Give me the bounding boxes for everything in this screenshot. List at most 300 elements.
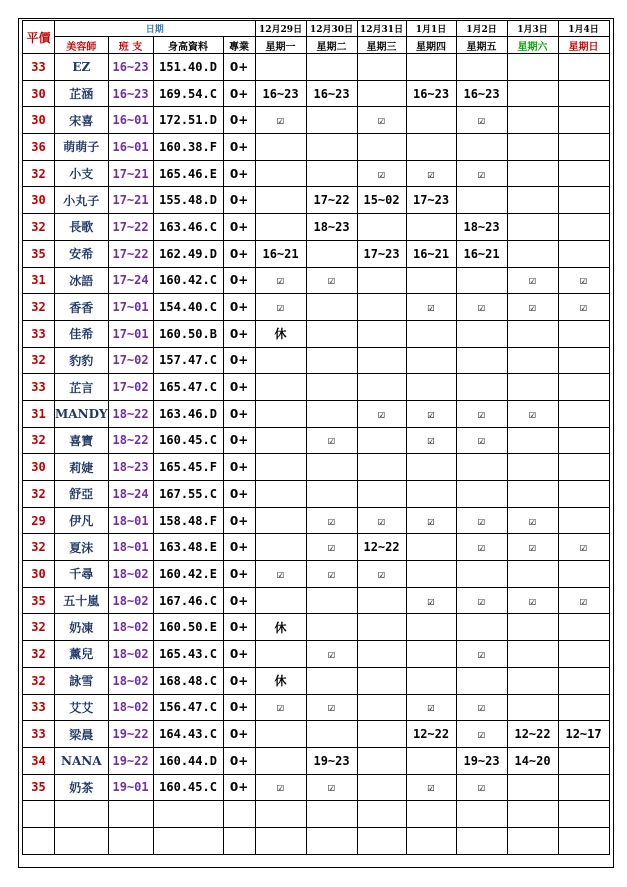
empty-cell bbox=[55, 827, 109, 854]
day-cell bbox=[558, 481, 609, 508]
day-cell: ☑ bbox=[456, 721, 507, 748]
empty-cell bbox=[507, 827, 558, 854]
day-cell bbox=[507, 774, 558, 801]
shift-cell: 16~23 bbox=[108, 54, 153, 81]
weekday-cell: 星期五 bbox=[456, 37, 507, 54]
table-row bbox=[23, 641, 610, 668]
day-cell bbox=[558, 347, 609, 374]
profile-cell: 164.43.C bbox=[153, 721, 223, 748]
pro-cell: 0+ bbox=[223, 267, 255, 294]
table-row bbox=[23, 107, 610, 134]
day-cell bbox=[558, 187, 609, 214]
day-cell bbox=[255, 187, 306, 214]
score-cell: 35 bbox=[23, 240, 55, 267]
table-row bbox=[23, 347, 610, 374]
day-cell: 19~23 bbox=[456, 747, 507, 774]
day-cell bbox=[507, 160, 558, 187]
empty-cell bbox=[357, 827, 406, 854]
day-cell bbox=[406, 747, 456, 774]
day-cell: ☑ bbox=[357, 107, 406, 134]
empty-cell bbox=[108, 827, 153, 854]
day-cell: ☑ bbox=[357, 561, 406, 588]
day-cell bbox=[456, 614, 507, 641]
day-cell bbox=[406, 534, 456, 561]
stylist-name: 千尋 bbox=[55, 561, 109, 588]
weekday-cell: 星期三 bbox=[357, 37, 406, 54]
weekday-cell-saturday: 星期六 bbox=[507, 37, 558, 54]
col-pro: 專業 bbox=[223, 37, 255, 54]
day-cell: ☑ bbox=[357, 160, 406, 187]
day-cell: ☑ bbox=[507, 400, 558, 427]
shift-cell: 17~22 bbox=[108, 214, 153, 241]
day-cell bbox=[558, 400, 609, 427]
weekday-cell: 星期一 bbox=[255, 37, 306, 54]
day-cell: 12~22 bbox=[406, 721, 456, 748]
shift-cell: 19~01 bbox=[108, 774, 153, 801]
profile-cell: 172.51.D bbox=[153, 107, 223, 134]
header-row-dates bbox=[23, 21, 610, 37]
empty-cell bbox=[406, 827, 456, 854]
stylist-name: MANDY bbox=[55, 400, 109, 427]
table-row bbox=[23, 267, 610, 294]
day-cell bbox=[406, 214, 456, 241]
shift-cell: 16~01 bbox=[108, 107, 153, 134]
stylist-name: 梁晨 bbox=[55, 721, 109, 748]
shift-cell: 17~02 bbox=[108, 347, 153, 374]
pro-cell: 0+ bbox=[223, 721, 255, 748]
day-cell bbox=[507, 54, 558, 81]
day-cell: ☑ bbox=[406, 400, 456, 427]
empty-cell bbox=[558, 827, 609, 854]
day-cell bbox=[306, 481, 357, 508]
day-cell bbox=[406, 267, 456, 294]
profile-cell: 160.42.C bbox=[153, 267, 223, 294]
empty-cell bbox=[507, 801, 558, 828]
day-cell bbox=[357, 774, 406, 801]
pro-cell: 0+ bbox=[223, 214, 255, 241]
stylist-name: 安希 bbox=[55, 240, 109, 267]
empty-cell bbox=[223, 801, 255, 828]
day-cell bbox=[357, 294, 406, 321]
day-cell bbox=[558, 214, 609, 241]
shift-cell: 18~01 bbox=[108, 534, 153, 561]
stylist-name: 萌萌子 bbox=[55, 134, 109, 161]
day-cell bbox=[507, 320, 558, 347]
day-cell: ☑ bbox=[357, 400, 406, 427]
empty-cell bbox=[23, 801, 55, 828]
day-cell: ☑ bbox=[507, 534, 558, 561]
table-row bbox=[23, 454, 610, 481]
stylist-name: 宋喜 bbox=[55, 107, 109, 134]
day-cell: ☑ bbox=[558, 267, 609, 294]
score-cell: 32 bbox=[23, 160, 55, 187]
day-cell bbox=[357, 587, 406, 614]
score-cell: 33 bbox=[23, 694, 55, 721]
day-cell: ☑ bbox=[306, 534, 357, 561]
score-cell: 34 bbox=[23, 747, 55, 774]
day-cell: ☑ bbox=[507, 507, 558, 534]
shift-cell: 18~01 bbox=[108, 507, 153, 534]
day-cell bbox=[255, 347, 306, 374]
score-cell: 32 bbox=[23, 534, 55, 561]
shift-cell: 17~21 bbox=[108, 160, 153, 187]
day-cell bbox=[558, 561, 609, 588]
day-cell bbox=[558, 614, 609, 641]
day-cell bbox=[255, 427, 306, 454]
day-cell bbox=[306, 454, 357, 481]
day-cell bbox=[255, 214, 306, 241]
day-cell bbox=[306, 721, 357, 748]
day-cell: ☑ bbox=[406, 294, 456, 321]
day-cell bbox=[406, 107, 456, 134]
day-cell bbox=[357, 721, 406, 748]
day-cell bbox=[507, 134, 558, 161]
pro-cell: 0+ bbox=[223, 507, 255, 534]
day-cell bbox=[456, 134, 507, 161]
stylist-name: 長歌 bbox=[55, 214, 109, 241]
day-cell: ☑ bbox=[456, 774, 507, 801]
day-cell: ☑ bbox=[306, 267, 357, 294]
day-cell bbox=[456, 481, 507, 508]
profile-cell: 160.50.B bbox=[153, 320, 223, 347]
score-cell: 35 bbox=[23, 587, 55, 614]
day-cell: ☑ bbox=[456, 400, 507, 427]
shift-cell: 18~02 bbox=[108, 641, 153, 668]
col-shift: 班 支 bbox=[108, 37, 153, 54]
day-cell bbox=[306, 54, 357, 81]
profile-cell: 154.40.C bbox=[153, 294, 223, 321]
score-cell: 36 bbox=[23, 134, 55, 161]
day-cell bbox=[558, 54, 609, 81]
pro-cell: 0+ bbox=[223, 587, 255, 614]
day-cell bbox=[406, 54, 456, 81]
empty-cell bbox=[456, 827, 507, 854]
score-cell: 32 bbox=[23, 481, 55, 508]
day-cell bbox=[255, 454, 306, 481]
day-cell bbox=[558, 320, 609, 347]
date-cell: 1月4日 bbox=[558, 21, 609, 37]
day-cell bbox=[558, 454, 609, 481]
day-cell bbox=[357, 80, 406, 107]
day-cell: 12~17 bbox=[558, 721, 609, 748]
pro-cell: 0+ bbox=[223, 400, 255, 427]
profile-cell: 163.46.C bbox=[153, 214, 223, 241]
day-cell: ☑ bbox=[558, 587, 609, 614]
empty-row bbox=[23, 827, 610, 854]
day-cell: 12~22 bbox=[357, 534, 406, 561]
day-cell: 17~22 bbox=[306, 187, 357, 214]
day-cell bbox=[306, 160, 357, 187]
day-cell: ☑ bbox=[406, 427, 456, 454]
empty-cell bbox=[406, 801, 456, 828]
day-cell bbox=[507, 694, 558, 721]
profile-cell: 151.40.D bbox=[153, 54, 223, 81]
pro-cell: 0+ bbox=[223, 80, 255, 107]
profile-cell: 160.45.C bbox=[153, 427, 223, 454]
shift-cell: 18~02 bbox=[108, 587, 153, 614]
table-row bbox=[23, 187, 610, 214]
empty-cell bbox=[153, 801, 223, 828]
stylist-name: 夏沫 bbox=[55, 534, 109, 561]
profile-cell: 160.44.D bbox=[153, 747, 223, 774]
day-cell: ☑ bbox=[456, 534, 507, 561]
day-cell: ☑ bbox=[255, 294, 306, 321]
day-cell bbox=[255, 747, 306, 774]
shift-cell: 18~02 bbox=[108, 694, 153, 721]
shift-cell: 17~24 bbox=[108, 267, 153, 294]
day-cell: ☑ bbox=[456, 587, 507, 614]
stylist-name: 小丸子 bbox=[55, 187, 109, 214]
date-cell: 12月30日 bbox=[306, 21, 357, 37]
day-cell: ☑ bbox=[255, 267, 306, 294]
date-cell: 1月3日 bbox=[507, 21, 558, 37]
day-cell: 17~23 bbox=[357, 240, 406, 267]
day-cell bbox=[255, 587, 306, 614]
col-profile: 身高資料 bbox=[153, 37, 223, 54]
day-cell bbox=[456, 54, 507, 81]
table-row bbox=[23, 134, 610, 161]
weekday-cell: 星期四 bbox=[406, 37, 456, 54]
stylist-name: 莉婕 bbox=[55, 454, 109, 481]
table-row bbox=[23, 427, 610, 454]
day-cell: 15~02 bbox=[357, 187, 406, 214]
pro-cell: 0+ bbox=[223, 320, 255, 347]
table-row bbox=[23, 294, 610, 321]
day-cell bbox=[255, 534, 306, 561]
pro-cell: 0+ bbox=[223, 427, 255, 454]
day-cell: 18~23 bbox=[306, 214, 357, 241]
pro-cell: 0+ bbox=[223, 134, 255, 161]
day-cell bbox=[255, 481, 306, 508]
day-cell: ☑ bbox=[507, 294, 558, 321]
profile-cell: 162.49.D bbox=[153, 240, 223, 267]
day-cell: 14~20 bbox=[507, 747, 558, 774]
day-cell bbox=[507, 614, 558, 641]
stylist-name: 冰語 bbox=[55, 267, 109, 294]
day-cell: ☑ bbox=[255, 561, 306, 588]
profile-cell: 157.47.C bbox=[153, 347, 223, 374]
day-cell bbox=[255, 54, 306, 81]
day-cell bbox=[558, 160, 609, 187]
table-row bbox=[23, 214, 610, 241]
day-cell: ☑ bbox=[306, 507, 357, 534]
day-cell bbox=[507, 481, 558, 508]
day-cell bbox=[456, 561, 507, 588]
day-cell: ☑ bbox=[306, 694, 357, 721]
day-cell: ☑ bbox=[456, 641, 507, 668]
pro-cell: 0+ bbox=[223, 774, 255, 801]
shift-cell: 17~22 bbox=[108, 240, 153, 267]
shift-cell: 17~21 bbox=[108, 187, 153, 214]
day-cell: ☑ bbox=[507, 267, 558, 294]
table-row bbox=[23, 587, 610, 614]
profile-cell: 163.48.E bbox=[153, 534, 223, 561]
day-cell bbox=[558, 694, 609, 721]
shift-cell: 19~22 bbox=[108, 721, 153, 748]
stylist-name: EZ bbox=[55, 54, 109, 81]
pro-cell: 0+ bbox=[223, 561, 255, 588]
day-cell bbox=[306, 320, 357, 347]
day-cell bbox=[507, 187, 558, 214]
weekday-cell: 星期二 bbox=[306, 37, 357, 54]
day-cell bbox=[255, 641, 306, 668]
score-cell: 30 bbox=[23, 454, 55, 481]
date-cell: 1月2日 bbox=[456, 21, 507, 37]
pro-cell: 0+ bbox=[223, 374, 255, 401]
day-cell: 16~21 bbox=[456, 240, 507, 267]
profile-cell: 156.47.C bbox=[153, 694, 223, 721]
table-row bbox=[23, 160, 610, 187]
shift-cell: 16~23 bbox=[108, 80, 153, 107]
profile-cell: 167.46.C bbox=[153, 587, 223, 614]
profile-cell: 160.38.F bbox=[153, 134, 223, 161]
pro-cell: 0+ bbox=[223, 534, 255, 561]
score-cell: 30 bbox=[23, 187, 55, 214]
profile-cell: 160.42.E bbox=[153, 561, 223, 588]
shift-cell: 18~24 bbox=[108, 481, 153, 508]
day-cell bbox=[306, 107, 357, 134]
day-cell: ☑ bbox=[406, 160, 456, 187]
day-cell bbox=[558, 507, 609, 534]
day-cell bbox=[406, 347, 456, 374]
day-cell bbox=[456, 667, 507, 694]
day-cell bbox=[507, 240, 558, 267]
day-cell bbox=[357, 454, 406, 481]
day-cell bbox=[357, 427, 406, 454]
score-cell: 35 bbox=[23, 774, 55, 801]
day-cell bbox=[255, 160, 306, 187]
day-cell: ☑ bbox=[406, 507, 456, 534]
pro-cell: 0+ bbox=[223, 667, 255, 694]
table-row bbox=[23, 320, 610, 347]
day-cell bbox=[406, 614, 456, 641]
header-row-columns bbox=[23, 37, 610, 54]
day-cell bbox=[558, 667, 609, 694]
pro-cell: 0+ bbox=[223, 294, 255, 321]
stylist-name: 詠雪 bbox=[55, 667, 109, 694]
day-cell: 休 bbox=[255, 667, 306, 694]
day-cell bbox=[507, 667, 558, 694]
shift-cell: 17~01 bbox=[108, 320, 153, 347]
stylist-name: 芷涵 bbox=[55, 80, 109, 107]
date-cell: 1月1日 bbox=[406, 21, 456, 37]
stylist-name: 豹豹 bbox=[55, 347, 109, 374]
day-cell: ☑ bbox=[306, 427, 357, 454]
empty-cell bbox=[108, 801, 153, 828]
stylist-name: 小支 bbox=[55, 160, 109, 187]
day-cell: 休 bbox=[255, 320, 306, 347]
day-cell: ☑ bbox=[255, 107, 306, 134]
score-cell: 32 bbox=[23, 667, 55, 694]
day-cell bbox=[558, 134, 609, 161]
score-cell: 32 bbox=[23, 347, 55, 374]
score-cell: 30 bbox=[23, 80, 55, 107]
day-cell: ☑ bbox=[456, 107, 507, 134]
stylist-name: 艾艾 bbox=[55, 694, 109, 721]
table-row bbox=[23, 747, 610, 774]
empty-cell bbox=[255, 827, 306, 854]
profile-cell: 160.45.C bbox=[153, 774, 223, 801]
day-cell: 12~22 bbox=[507, 721, 558, 748]
shift-cell: 18~22 bbox=[108, 427, 153, 454]
day-cell bbox=[507, 427, 558, 454]
shift-cell: 17~02 bbox=[108, 374, 153, 401]
day-cell bbox=[507, 347, 558, 374]
day-cell: 16~23 bbox=[456, 80, 507, 107]
stylist-name: 舒亞 bbox=[55, 481, 109, 508]
empty-cell bbox=[306, 801, 357, 828]
pro-cell: 0+ bbox=[223, 481, 255, 508]
day-cell bbox=[357, 694, 406, 721]
day-cell bbox=[255, 400, 306, 427]
day-cell bbox=[507, 641, 558, 668]
pro-cell: 0+ bbox=[223, 747, 255, 774]
empty-cell bbox=[306, 827, 357, 854]
day-cell bbox=[357, 214, 406, 241]
day-cell bbox=[406, 320, 456, 347]
shift-cell: 17~01 bbox=[108, 294, 153, 321]
day-cell bbox=[306, 294, 357, 321]
day-cell bbox=[306, 667, 357, 694]
day-cell: 16~23 bbox=[406, 80, 456, 107]
score-cell: 29 bbox=[23, 507, 55, 534]
profile-cell: 168.48.C bbox=[153, 667, 223, 694]
shift-cell: 16~01 bbox=[108, 134, 153, 161]
avg-header: 平價 bbox=[23, 21, 55, 54]
score-cell: 33 bbox=[23, 721, 55, 748]
score-cell: 31 bbox=[23, 267, 55, 294]
shift-cell: 18~02 bbox=[108, 614, 153, 641]
stylist-name: 奶茶 bbox=[55, 774, 109, 801]
empty-cell bbox=[55, 801, 109, 828]
shift-cell: 18~02 bbox=[108, 667, 153, 694]
pro-cell: 0+ bbox=[223, 694, 255, 721]
score-cell: 33 bbox=[23, 374, 55, 401]
day-cell bbox=[558, 80, 609, 107]
day-cell: ☑ bbox=[456, 427, 507, 454]
score-cell: 33 bbox=[23, 54, 55, 81]
table-row bbox=[23, 507, 610, 534]
day-cell bbox=[456, 374, 507, 401]
day-cell bbox=[406, 641, 456, 668]
day-cell: ☑ bbox=[456, 294, 507, 321]
day-cell bbox=[507, 454, 558, 481]
day-cell bbox=[357, 320, 406, 347]
pro-cell: 0+ bbox=[223, 187, 255, 214]
pro-cell: 0+ bbox=[223, 107, 255, 134]
table-row bbox=[23, 374, 610, 401]
profile-cell: 167.55.C bbox=[153, 481, 223, 508]
profile-cell: 158.48.F bbox=[153, 507, 223, 534]
day-cell: 16~21 bbox=[406, 240, 456, 267]
profile-cell: 155.48.D bbox=[153, 187, 223, 214]
day-cell: 16~23 bbox=[255, 80, 306, 107]
day-cell bbox=[406, 134, 456, 161]
day-cell bbox=[507, 107, 558, 134]
stylist-name: NANA bbox=[55, 747, 109, 774]
day-cell: 16~23 bbox=[306, 80, 357, 107]
profile-cell: 165.45.F bbox=[153, 454, 223, 481]
empty-cell bbox=[357, 801, 406, 828]
table-row bbox=[23, 721, 610, 748]
day-cell: ☑ bbox=[357, 507, 406, 534]
day-cell bbox=[558, 240, 609, 267]
empty-cell bbox=[456, 801, 507, 828]
shift-cell: 18~23 bbox=[108, 454, 153, 481]
shift-cell: 18~02 bbox=[108, 561, 153, 588]
day-cell bbox=[255, 721, 306, 748]
day-cell bbox=[255, 134, 306, 161]
